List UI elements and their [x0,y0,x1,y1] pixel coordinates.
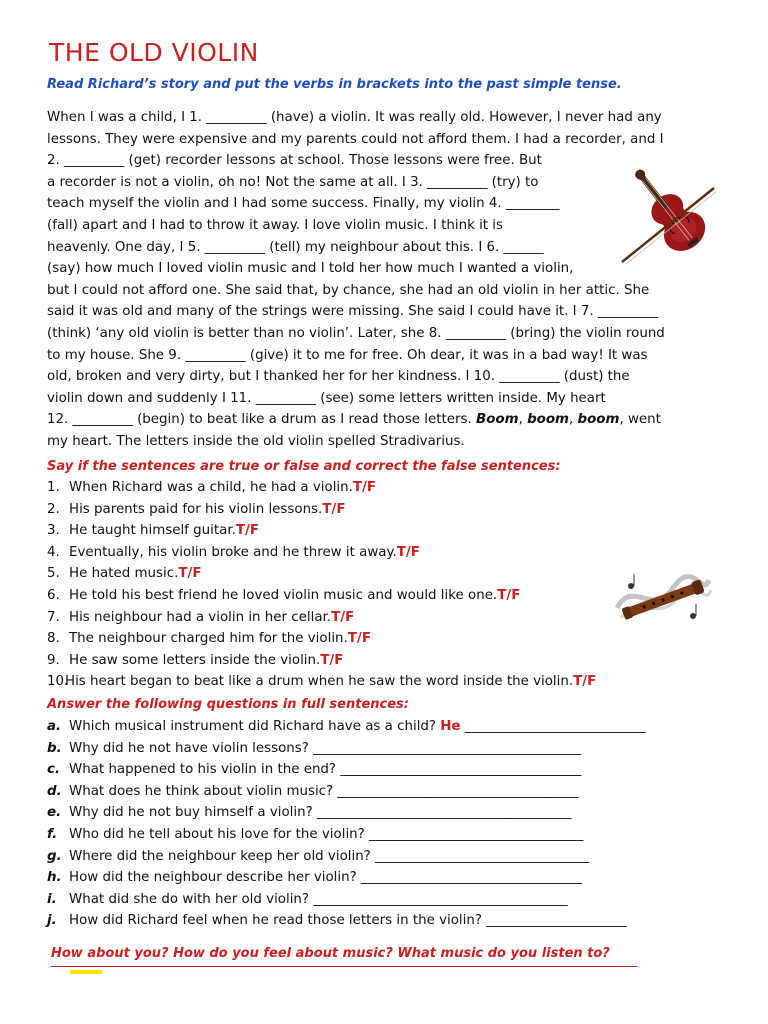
boom-word: boom [577,412,620,428]
answer-blank[interactable]: ______________________________________ [313,891,568,907]
tf-marker: T/F [178,566,202,582]
answer-blank[interactable]: ________________________________________ [313,740,581,756]
item-text: His parents paid for his violin lessons. [69,501,323,517]
question-letter: f. [47,826,58,842]
final-question-underline [51,966,637,967]
question-text: Why did he not have violin lessons? [69,740,314,756]
story-line: a recorder is not a violin, oh no! Not the same at all. I 3. _________ (try) to [47,174,539,190]
recorder-icon [613,568,713,628]
question-letter: i. [47,891,57,907]
question-letter: d. [47,783,62,799]
question-text: What does he think about violin music? [69,783,338,799]
item-number: 2. [47,501,60,517]
list-item [47,607,596,629]
story-text: 12. _________ (begin) to beat like a drum as I read those letters. [47,412,476,428]
page-title: THE OLD VIOLIN [49,38,259,67]
question-item [47,781,646,803]
tf-marker: T/F [347,631,371,647]
question-text: Who did he tell about his love for the violin? [69,826,370,842]
list-item [47,563,596,585]
list-item [47,671,596,693]
list-item [47,585,596,607]
story-instruction: Read Richard’s story and put the verbs in brackets into the past simple tense. [47,77,622,92]
item-number: 1. [47,480,60,495]
story-text: , went [619,412,661,428]
list-item [47,499,596,521]
tf-marker: T/F [235,523,260,539]
list-item [47,542,596,564]
question-letter: a. [47,719,62,734]
question-item [47,867,646,889]
list-item [47,650,596,672]
question-text: What happened to his violin in the end? [69,762,341,778]
tf-instruction: Say if the sentences are true or false and correct the false sentences: [47,459,561,474]
question-item [47,738,646,760]
item-text: The neighbour charged him for the violin. [69,631,348,647]
item-text: He told his best friend he loved violin music and would like one. [69,587,498,603]
question-item [47,716,646,738]
final-question: How about you? How do you feel about music? What music do you listen to? [51,946,610,961]
violin-icon [616,158,726,270]
story-line: to my house. She 9. _________ (give) it to me for free. Oh dear, it was in a bad way! It was [47,347,648,363]
answer-blank[interactable]: _____________________ [486,913,627,929]
item-text: His heart began to beat like a drum when he saw the word inside the violin. [65,674,574,690]
question-item [47,824,646,846]
question-text: Where did the neighbour keep her old violin? [69,848,376,864]
item-number: 7. [47,609,60,625]
story-line: (think) ‘any old violin is better than no violin’. Later, she 8. _________ (bring) the violin round [47,325,665,341]
answer-blank[interactable]: _________________________________ [360,870,582,886]
answer-blank[interactable]: ____________________________________ [337,783,579,799]
tf-marker: T/F [320,652,344,668]
question-text: Which musical instrument did Richard have as a child? [69,719,441,734]
list-item [47,628,596,650]
list-item [47,477,596,499]
highlight-mark [70,970,102,974]
story-line: lessons. They were expensive and my parents could not afford them. I had a recorder, and I [47,131,664,147]
story-text: , [569,412,578,428]
tf-marker: T/F [573,674,597,690]
story-line: (say) how much I loved violin music and I told her how much I wanted a violin, [47,261,574,277]
question-item [47,846,646,868]
boom-word: boom [527,412,569,428]
question-letter: g. [47,848,62,864]
boom-word: Boom [475,412,519,428]
question-letter: c. [47,762,61,778]
item-text: Eventually, his violin broke and he threw it away. [69,544,397,560]
question-text: Why did he not buy himself a violin? [69,805,317,821]
item-number: 9. [47,652,60,668]
questions-instruction: Answer the following questions in full sentences: [47,697,409,712]
tf-marker: T/F [497,587,521,603]
story-line: my heart. The letters inside the old violin spelled Stradivarius. [47,433,465,449]
answer-blank[interactable]: ________________________________ [375,848,590,864]
item-text: He taught himself guitar. [69,523,236,539]
item-text: His neighbour had a violin in her cellar. [69,609,332,625]
question-letter: h. [47,870,62,886]
story-line [47,409,665,431]
story-line: (fall) apart and I had to throw it away. I love violin music. I think it is [47,217,504,233]
item-number: 4. [47,544,60,560]
story-line: 2. _________ (get) recorder lessons at school. Those lessons were free. But [47,153,542,169]
item-number: 3. [47,523,60,539]
question-item [47,802,646,824]
item-number: 10. [47,674,69,690]
question-text: What did she do with her old violin? [69,891,314,907]
tf-marker: T/F [396,544,420,560]
story-line: but I could not afford one. She said that, by chance, she had an old violin in her attic. She [47,282,650,298]
answer-blank[interactable]: ___________________________ [460,719,646,734]
story-line: When I was a child, I 1. _________ (have) a violin. It was really old. However, I never had any [47,110,662,125]
story-line: heavenly. One day, I 5. _________ (tell) my neighbour about this. I 6. ______ [47,239,544,255]
story-line: old, broken and very dirty, but I thanked her for her kindness. I 10. _________ (dust) the [47,369,630,385]
item-number: 5. [47,566,60,582]
question-letter: b. [47,740,62,756]
answer-blank[interactable]: ____________________________________ [340,762,582,778]
item-number: 6. [47,587,60,603]
story-line: teach myself the violin and I had some success. Finally, my violin 4. ________ [47,196,560,212]
question-text: How did the neighbour describe her violin? [69,870,361,886]
item-number: 8. [47,631,60,647]
question-letter: e. [47,805,62,821]
questions-list [47,716,646,932]
tf-marker: T/F [331,609,355,625]
story-line: said it was old and many of the strings were missing. She said I could have it. I 7. _________ [47,304,659,320]
question-item [47,889,646,911]
question-item [47,910,646,932]
answer-blank[interactable]: ______________________________________ [316,805,572,821]
tf-marker: T/F [352,480,377,495]
question-text: How did Richard feel when he read those letters in the violin? [69,913,487,929]
true-false-list [47,477,596,693]
answer-blank[interactable]: ________________________________ [369,826,584,842]
tf-marker: T/F [322,501,346,517]
item-text: He saw some letters inside the violin. [69,652,321,668]
list-item [47,520,596,542]
story-paragraph [47,107,665,453]
story-line: violin down and suddenly I 11. _________ (see) some letters written inside. My heart [47,390,606,406]
question-item [47,759,646,781]
question-letter: j. [47,913,57,929]
answer-starter: He [440,719,461,734]
item-text: He hated music. [69,566,179,582]
story-text: , [518,412,528,428]
item-text: When Richard was a child, he had a violin. [69,480,353,495]
